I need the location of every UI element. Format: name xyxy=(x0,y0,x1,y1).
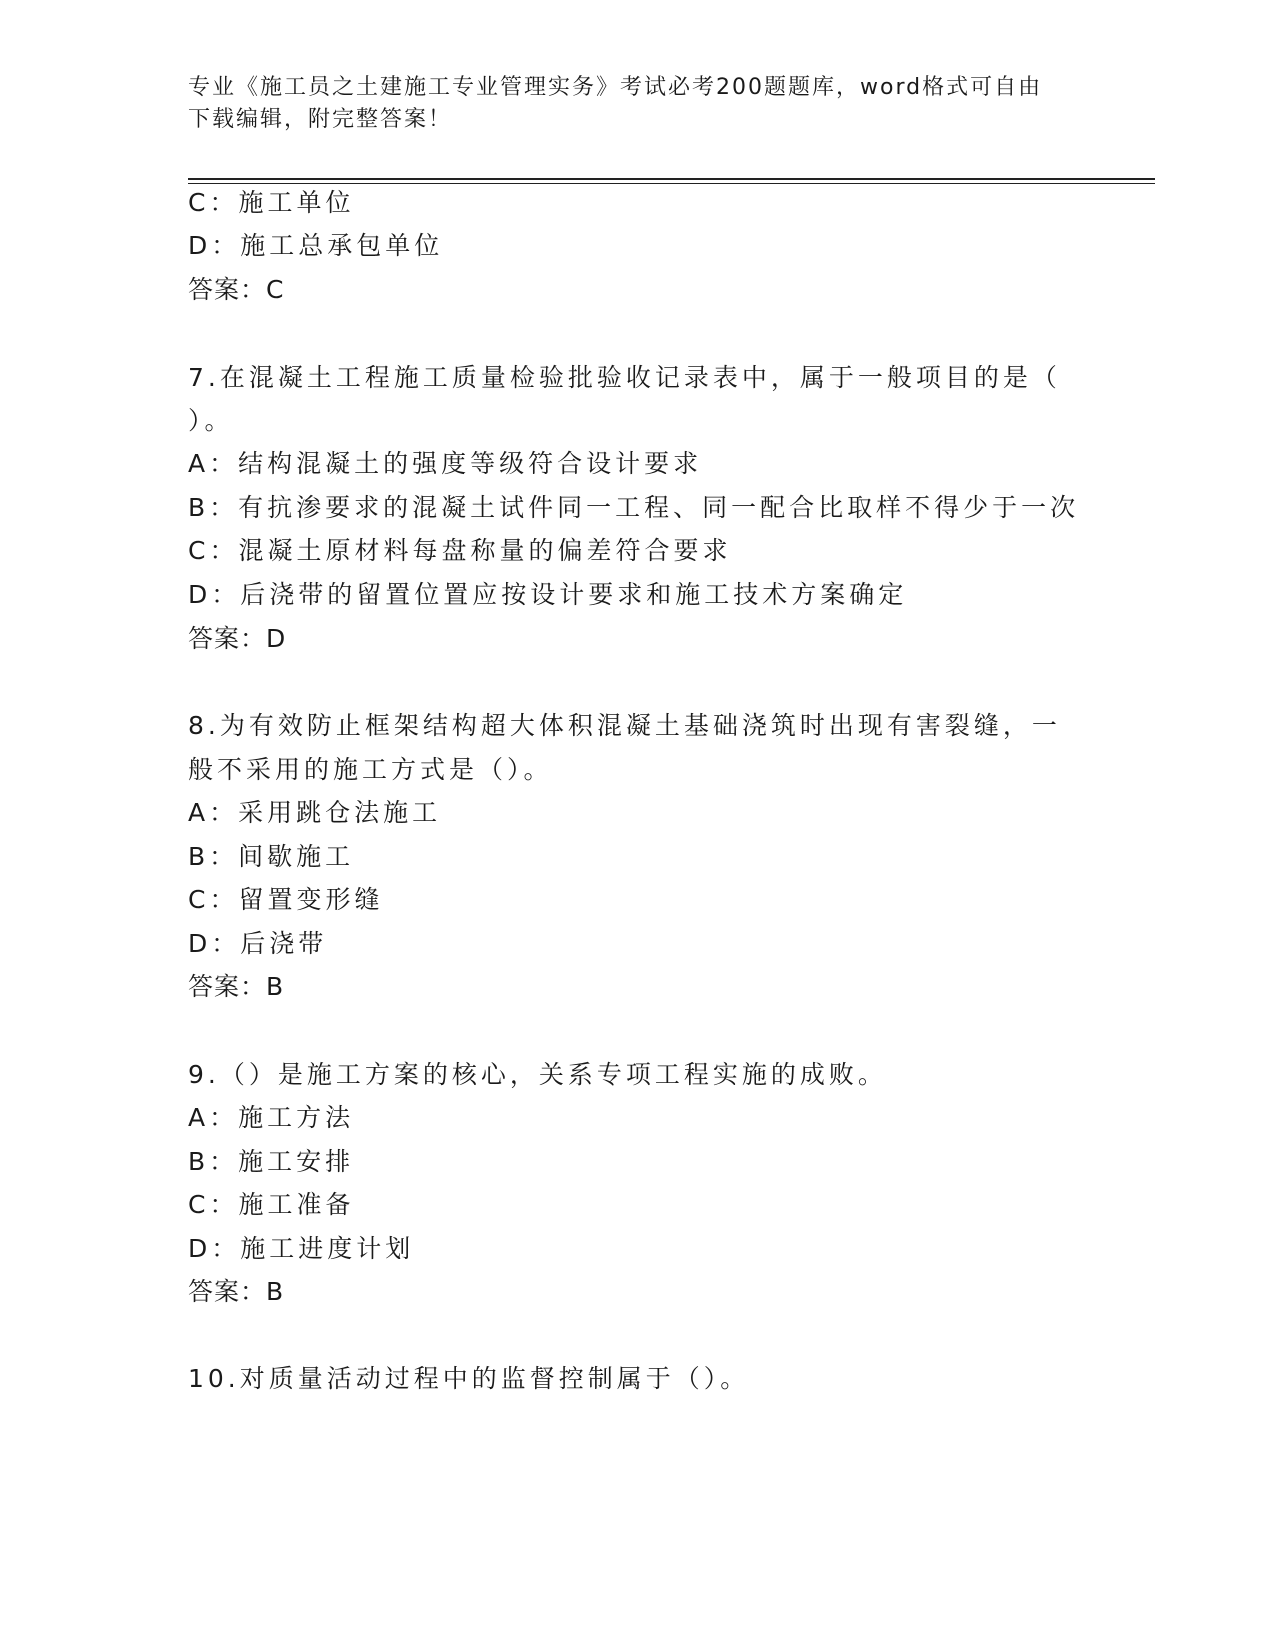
question-7-option-c: C：混凝土原材料每盘称量的偏差符合要求 xyxy=(188,536,732,565)
question-9-answer: 答案：B xyxy=(188,1277,285,1306)
question-8-option-a: A：采用跳仓法施工 xyxy=(188,798,442,827)
header-line-2: 下载编辑，附完整答案！ xyxy=(188,107,453,132)
question-8-stem-line-2: 般不采用的施工方式是（）。 xyxy=(188,755,553,784)
question-7-stem-line-1: 7.在混凝土工程施工质量检验批验收记录表中，属于一般项目的是（ xyxy=(188,363,1061,392)
header-line-1: 专业《施工员之土建施工专业管理实务》考试必考200题题库，word格式可自由 xyxy=(188,75,1043,100)
question-7-answer: 答案：D xyxy=(188,624,287,653)
question-9-option-c: C：施工准备 xyxy=(188,1190,355,1219)
option-c: C：施工单位 xyxy=(188,188,355,217)
question-8-answer: 答案：B xyxy=(188,972,285,1001)
question-7-option-b: B：有抗渗要求的混凝土试件同一工程、同一配合比取样不得少于一次 xyxy=(188,493,1080,522)
header-divider-thin xyxy=(188,183,1155,184)
question-9-option-d: D：施工进度计划 xyxy=(188,1234,415,1263)
question-9-option-b: B：施工安排 xyxy=(188,1147,355,1176)
header-divider-thick xyxy=(188,178,1155,180)
question-7-option-a: A：结构混凝土的强度等级符合设计要求 xyxy=(188,449,703,478)
document-header xyxy=(188,72,1088,136)
question-8-stem-line-1: 8.为有效防止框架结构超大体积混凝土基础浇筑时出现有害裂缝，一 xyxy=(188,711,1061,740)
question-7-stem-line-2: ）。 xyxy=(188,406,234,435)
question-8-option-d: D：后浇带 xyxy=(188,929,328,958)
question-9-option-a: A：施工方法 xyxy=(188,1103,355,1132)
question-10-stem-line-1: 10.对质量活动过程中的监督控制属于（）。 xyxy=(188,1364,750,1393)
question-8-option-c: C：留置变形缝 xyxy=(188,885,384,914)
question-9-stem-line-1: 9.（）是施工方案的核心，关系专项工程实施的成败。 xyxy=(188,1060,887,1089)
question-7-option-d: D：后浇带的留置位置应按设计要求和施工技术方案确定 xyxy=(188,580,908,609)
option-d: D：施工总承包单位 xyxy=(188,231,444,260)
answer: 答案：C xyxy=(188,275,285,304)
question-8-option-b: B：间歇施工 xyxy=(188,842,355,871)
